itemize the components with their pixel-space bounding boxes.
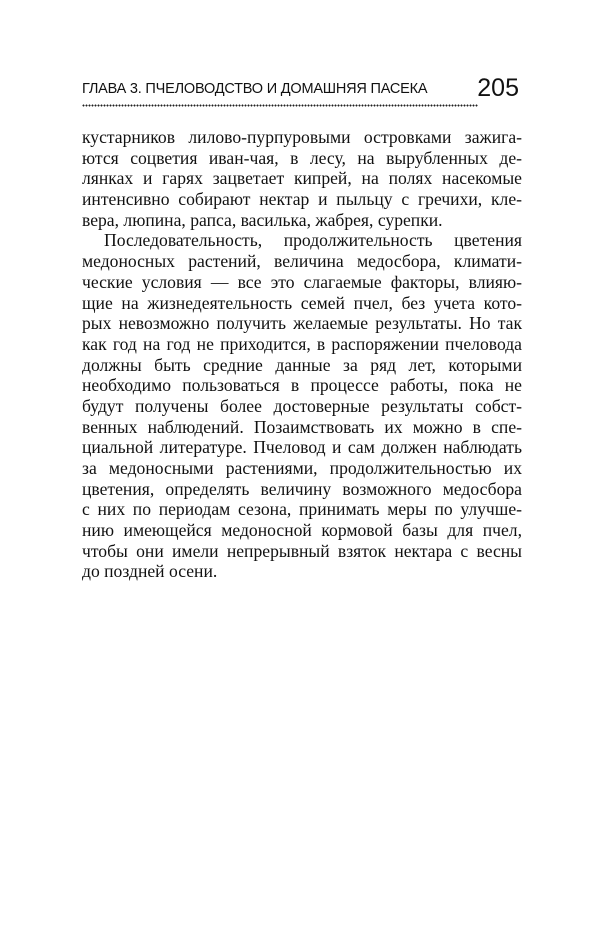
text-line: циальной литературе. Пчеловод и сам должен наблюдать [82, 437, 522, 458]
text-line: кустарников лилово-пурпуровыми островками зажига- [82, 127, 522, 147]
page-number: 205 [477, 74, 519, 102]
text-line: должны быть средние данные за ряд лет, которыми [82, 354, 522, 375]
text-line: как год на год не приходится, в распоряжении пчеловода [82, 333, 522, 354]
text-line: нию имеющейся медоносной кормовой базы для пчел, [82, 520, 522, 541]
text-line: вера, люпина, рапса, василька, жабрея, сурепки. [82, 209, 443, 230]
text-line: венных наблюдений. Позаимствовать их можно в спе- [82, 416, 522, 437]
text-line: до поздней осени. [82, 561, 218, 582]
text-line: медоносных растений, величина медосбора, климати- [82, 251, 522, 272]
page-header [82, 74, 522, 108]
text-line: чтобы они имели непрерывный взяток нектара с весны [82, 540, 522, 561]
text-line: щие на жизнедеятельность семей пчел, без учета кото- [82, 292, 522, 313]
text-line: интенсивно собирают нектар и пыльцу с гречихи, кле- [82, 189, 522, 210]
running-title: ГЛАВА 3. ПЧЕЛОВОДСТВО И ДОМАШНЯЯ ПАСЕКА [82, 81, 428, 97]
text-line: с них по периодам сезона, принимать меры по улучше- [82, 499, 522, 520]
text-line: лянках и гарях зацветает кипрей, на полях насекомые [82, 168, 522, 189]
text-line: ческие условия — все это слагаемые факторы, влияю- [82, 271, 522, 292]
body-text [82, 127, 522, 582]
text-line: цветения, определять величину возможного медосбора [82, 478, 522, 499]
text-line: за медоносными растениями, продолжительностью их [82, 458, 522, 478]
text-line: Последовательность, продолжительность цветения [104, 230, 522, 251]
text-line: необходимо пользоваться в процессе работы, пока не [82, 375, 522, 396]
text-line: рых невозможно получить желаемые результаты. Но так [82, 313, 522, 334]
header-dotted-rule [82, 104, 478, 107]
paragraph-1 [82, 127, 522, 230]
text-line: ются соцветия иван-чая, в лесу, на вырубленных де- [82, 147, 522, 168]
text-line: будут получены более достоверные результаты собст- [82, 395, 522, 416]
paragraph-2 [82, 230, 522, 582]
